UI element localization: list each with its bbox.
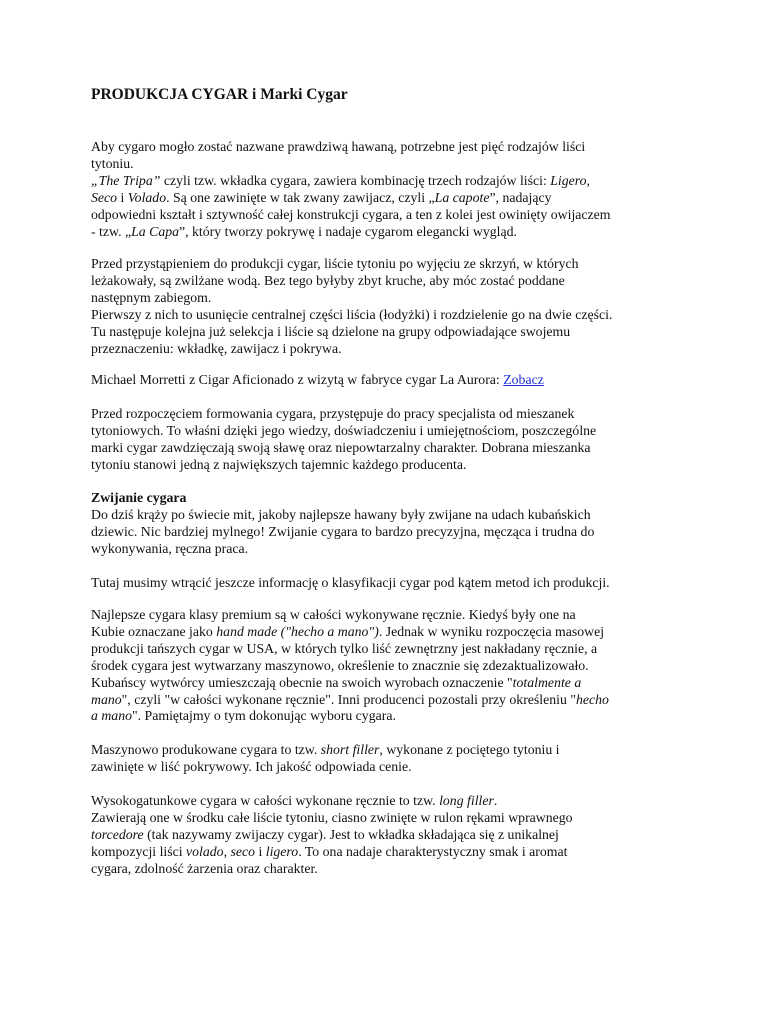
text-line: Tu następuje kolejna już selekcja i liście są dzielone na grupy odpowiadające swojemu [91,323,571,339]
italic-text: torcedore [91,826,144,842]
italic-text: a mano [91,708,133,724]
text-line [91,692,691,709]
text-line: Aby cygaro mogło zostać nazwane prawdziwą hawaną, potrzebne jest pięć rodzajów liści [91,139,586,154]
text-line: Tutaj musimy wtrącić jeszcze informację o klasyfikacji cygar pod kątem metod ich produkcji. [91,575,610,590]
italic-text: Volado [127,189,167,205]
text-line: wykonywania, ręczna praca. [91,540,249,556]
text-run: , wykonane z pociętego tytoniu i [379,742,560,757]
text-run: ", czyli "w całości wykonane ręcznie". Inni producenci pozostali przy określeniu " [121,691,576,707]
paragraph-intro-leaf-types [91,139,691,240]
italic-text: Ligero, [550,172,590,188]
text-line: Pierwszy z nich to usunięcie centralnej części liścia (łodyżki) i rozdzielenie go na dwie części. [91,306,613,322]
text-line: następnym zabiegom. [91,289,212,305]
text-run: Maszynowo produkowane cygara to tzw. [91,742,321,757]
italic-text: „The Tripa” [91,172,161,188]
italic-text: short filler [320,742,380,757]
text-line [91,372,691,389]
text-run: i [117,189,128,205]
text-line: przeznaczeniu: wkładkę, zawijacz i pokrywa. [91,340,342,356]
text-line [91,827,691,844]
text-line [91,793,691,810]
text-line [91,742,691,759]
text-run: . Są one zawinięte w tak zwany zawijacz, czyli „ [166,189,435,205]
text-line: produkcji tańszych cygar w USA, w których tylko liść zewnętrzny jest nakładany ręcznie, a [91,640,598,656]
text-run: . Jednak w wyniku rozpoczęcia masowej [378,623,605,639]
italic-text: Seco [91,189,118,205]
text-line [91,224,691,241]
text-line: cygara, zdolność żarzenia oraz charakter. [91,860,318,876]
paragraph-leaf-preparation [91,256,691,357]
text-run: ”, który tworzy pokrywę i nadaje cygarom elegancki wygląd. [179,223,517,239]
text-line: Przed przystąpieniem do produkcji cygar, liście tytoniu po wyjęciu ze skrzyń, w których [91,256,579,271]
italic-text: ligero [265,843,299,859]
text-line: Najlepsze cygara klasy premium są w całości wykonywane ręcznie. Kiedyś były one na [91,607,576,622]
text-line: odpowiedni kształt i sztywność całej konstrukcji cygara, a ten z kolei jest owinięty owijaczem [91,206,611,222]
italic-text: hand made ("hecho a mano") [216,623,379,639]
paragraph-short-filler [91,742,691,776]
zobacz-link[interactable]: Zobacz [503,372,544,387]
text-run: Kubańscy wytwórcy umieszczają obecnie na swoich wyrobach oznaczenie " [91,674,513,690]
text-line: leżakowały, są zwilżane wodą. Bez tego byłyby zbyt kruche, aby móc zostać poddane [91,272,565,288]
paragraph-premium-handmade [91,607,691,725]
text-run: - tzw. „ [91,223,132,239]
text-line: dziewic. Nic bardziej mylnego! Zwijanie cygara to bardzo precyzyjna, męcząca i trudna do [91,523,595,539]
section-heading: Zwijanie cygara [91,490,187,505]
text-run: czyli tzw. wkładka cygara, zawiera kombinację trzech rodzajów liści: [160,172,551,188]
text-run: ". Pamiętajmy o tym dokonując wyboru cygara. [132,708,396,724]
text-run: ”, nadający [489,189,552,205]
text-line: Do dziś krąży po świecie mit, jakoby najlepsze hawany były zwijane na udach kubańskich [91,506,591,522]
italic-text: long filler [439,793,494,808]
text-line [91,624,691,641]
text-line [91,173,691,190]
text-run: . [493,793,498,808]
italic-text: hecho [575,691,609,707]
italic-text: totalmente a [512,674,582,690]
text-line: Zawierają one w środku całe liście tytoniu, ciasno zwinięte w rulon rękami wprawnego [91,809,573,825]
text-run: Michael Morretti z Cigar Aficionado z wizytą w fabryce cygar La Aurora: [91,372,504,387]
italic-text: mano [91,691,122,707]
text-run: Kubie oznaczane jako [91,623,217,639]
text-line: tytoniu. [91,155,134,171]
text-run: kompozycji liści [91,843,187,859]
text-line [91,190,691,207]
text-line: zawinięte w liść pokrywowy. Ich jakość odpowiada cenie. [91,758,412,774]
text-line: tytoniu stanowi jedną z największych tajemnic każdego producenta. [91,456,467,472]
text-line [91,844,691,861]
text-run: Wysokogatunkowe cygara w całości wykonane ręcznie to tzw. [91,793,440,808]
text-line [91,490,691,507]
text-line: tytoniowych. To właśni dzięki jego wiedzy, doświadczeniu i umiejętnościom, poszczególne [91,422,597,438]
section-rolling [91,490,691,558]
text-line [91,708,691,725]
paragraph-long-filler [91,793,691,878]
text-run: i [255,843,266,859]
document-title: PRODUKCJA CYGAR i Marki Cygar [91,86,348,103]
italic-text: volado, seco [186,843,255,859]
paragraph-video-mention [91,372,691,389]
text-line: Przed rozpoczęciem formowania cygara, przystępuje do pracy specjalista od mieszanek [91,406,575,421]
text-line [91,675,691,692]
italic-text: La Capa [131,223,180,239]
paragraph-classification [91,575,691,592]
text-line: środek cygara jest wytwarzany maszynowo, określenie to znacznie się zdezaktualizowało. [91,657,589,673]
paragraph-blend-specialist [91,406,691,474]
text-run: . To ona nadaje charakterystyczny smak i aromat [298,843,568,859]
italic-text: La capote [434,189,490,205]
text-run: (tak nazywamy zwijaczy cygar). Jest to wkładka składająca się z unikalnej [143,826,559,842]
text-line: marki cygar zawdzięczają swoją sławę oraz niepowtarzalny charakter. Dobrana mieszanka [91,439,591,455]
